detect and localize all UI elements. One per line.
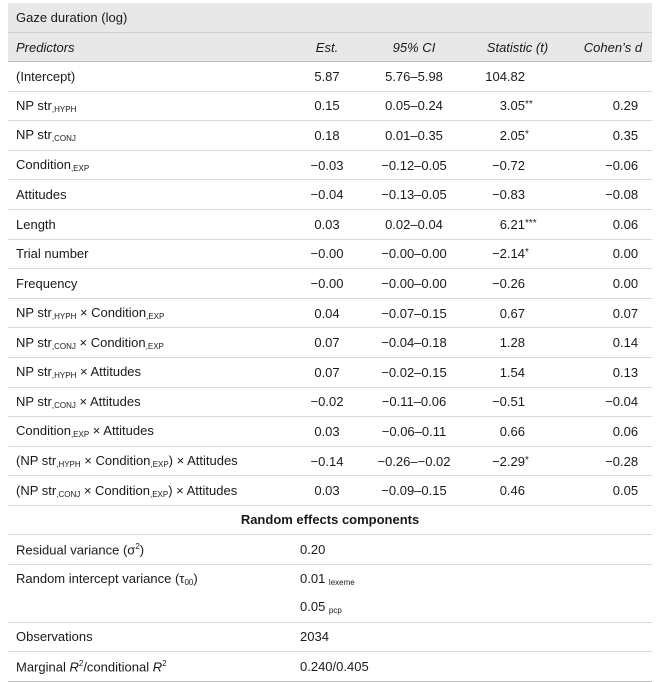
cohen-cell: 0.06 (565, 417, 652, 447)
statistic-value: 104.82 (485, 68, 525, 84)
statistic-cell (470, 476, 565, 506)
statistic-value: −2.14 (492, 246, 525, 262)
cohen-cell: 0.35 (565, 121, 652, 151)
random-effects-label: Random intercept variance $(\tau_{00})$ (16, 570, 198, 587)
predictor-cell: Attitudes (8, 180, 296, 210)
header-cohen: Cohen’s d (565, 33, 652, 62)
predictor-cell: (Intercept) (8, 62, 296, 92)
ci-cell: −0.02–0.15 (358, 357, 470, 387)
ci-cell: 0.05–0.24 (358, 91, 470, 121)
predictor-cell: (NP str$_{,HYPH}$ × Condition$_{,EXP}$) × Attitudes (8, 446, 296, 476)
statistic-cell (470, 209, 565, 239)
statistic-cell (470, 91, 565, 121)
statistic-value: −0.83 (492, 187, 525, 203)
table-title-row (8, 3, 652, 33)
header-statistic: Statistic (t) (470, 33, 565, 62)
cohen-cell (565, 62, 652, 92)
table-row (8, 387, 652, 417)
predictor-cell: Trial number (8, 239, 296, 269)
predictor-cell: NP str$_{,CONJ}$ (8, 121, 296, 151)
predictor-cell: NP str$_{,HYPH}$ × Attitudes (8, 357, 296, 387)
statistic-value: −2.29 (492, 453, 525, 469)
significance-stars: *** (525, 217, 537, 229)
cohen-cell: −0.08 (565, 180, 652, 210)
significance-stars: ** (525, 99, 533, 111)
estimate-cell: 0.04 (296, 298, 358, 328)
statistic-cell (470, 239, 565, 269)
cohen-cell: 0.06 (565, 209, 652, 239)
random-effects-row (8, 534, 652, 564)
ci-cell: −0.09–0.15 (358, 476, 470, 506)
ci-cell: −0.00–0.00 (358, 269, 470, 299)
significance-stars: * (525, 454, 529, 466)
estimate-cell: −0.04 (296, 180, 358, 210)
table-row (8, 328, 652, 358)
random-effects-row (8, 593, 652, 622)
ci-cell: 0.01–0.35 (358, 121, 470, 151)
statistic-value: 1.28 (499, 335, 525, 351)
predictor-cell: (NP str$_{,CONJ}$ × Condition$_{,EXP}$) × Attitudes (8, 476, 296, 506)
statistic-cell (470, 150, 565, 180)
estimate-cell: 0.03 (296, 209, 358, 239)
ci-cell: −0.00–0.00 (358, 239, 470, 269)
estimate-cell: 0.03 (296, 476, 358, 506)
ci-cell: −0.26–−0.02 (358, 446, 470, 476)
statistic-cell (470, 357, 565, 387)
statistic-value: 0.66 (499, 423, 525, 439)
random-effects-label: Residual variance $(\sigma^2)$ (8, 534, 296, 564)
table-row (8, 180, 652, 210)
statistic-cell (470, 328, 565, 358)
estimate-cell: −0.02 (296, 387, 358, 417)
estimate-cell: 5.87 (296, 62, 358, 92)
header-est: Est. (296, 33, 358, 62)
table-row (8, 269, 652, 299)
cohen-cell: 0.00 (565, 239, 652, 269)
table-row (8, 62, 652, 92)
predictor-cell: NP str$_{,CONJ}$ × Attitudes (8, 387, 296, 417)
random-effects-value: 2034 (296, 622, 652, 652)
statistic-value: 0.46 (499, 483, 525, 499)
random-effects-row (8, 622, 652, 652)
random-effects-value: 0.240/0.405 (296, 652, 652, 682)
estimate-cell: 0.03 (296, 417, 358, 447)
estimate-cell: 0.07 (296, 328, 358, 358)
predictor-cell: Condition$_{,EXP}$ (8, 150, 296, 180)
table-row (8, 239, 652, 269)
estimate-cell: 0.18 (296, 121, 358, 151)
cohen-cell: 0.00 (565, 269, 652, 299)
predictor-cell: NP str$_{,HYPH}$ × Condition$_{,EXP}$ (8, 298, 296, 328)
ci-cell: −0.04–0.18 (358, 328, 470, 358)
table-row (8, 91, 652, 121)
header-ci: 95% CI (358, 33, 470, 62)
significance-stars: * (525, 128, 529, 140)
regression-table (8, 3, 652, 682)
table-row (8, 476, 652, 506)
predictor-cell: Frequency (8, 269, 296, 299)
statistic-cell (470, 446, 565, 476)
random-effects-label: Observations (8, 622, 296, 652)
cohen-cell: −0.28 (565, 446, 652, 476)
ci-cell: −0.11–0.06 (358, 387, 470, 417)
cohen-cell: 0.13 (565, 357, 652, 387)
statistic-value: 0.67 (499, 305, 525, 321)
statistic-value: −0.26 (492, 275, 525, 291)
random-effects-heading: Random effects components (8, 505, 652, 534)
table-row (8, 150, 652, 180)
estimate-cell: 0.07 (296, 357, 358, 387)
random-effects-row (8, 564, 652, 593)
statistic-cell (470, 121, 565, 151)
statistic-value: 3.05 (499, 98, 525, 114)
cohen-cell: 0.29 (565, 91, 652, 121)
ci-cell: −0.06–0.11 (358, 417, 470, 447)
cohen-cell: 0.14 (565, 328, 652, 358)
random-effects-label (8, 593, 296, 622)
table-row (8, 298, 652, 328)
header-predictors: Predictors (8, 33, 296, 62)
statistic-value: 1.54 (499, 364, 525, 380)
predictor-cell: NP str$_{,HYPH}$ (8, 91, 296, 121)
random-effects-heading-row (8, 505, 652, 534)
estimate-cell: −0.00 (296, 239, 358, 269)
predictor-cell: Length (8, 209, 296, 239)
header-row (8, 33, 652, 62)
random-effects-value: 0.20 (296, 534, 652, 564)
statistic-cell (470, 298, 565, 328)
table-title: Gaze duration (log) (8, 3, 652, 33)
table-row (8, 209, 652, 239)
statistic-cell (470, 269, 565, 299)
statistic-cell (470, 417, 565, 447)
table-row (8, 357, 652, 387)
table-row (8, 446, 652, 476)
estimate-cell: −0.03 (296, 150, 358, 180)
statistic-value: 6.21 (499, 216, 525, 232)
statistic-cell (470, 62, 565, 92)
predictor-cell: NP str$_{,CONJ}$ × Condition$_{,EXP}$ (8, 328, 296, 358)
random-effects-label: Marginal $R^2$/conditional $R^2$ (8, 652, 296, 682)
statistic-cell (470, 180, 565, 210)
random-effects-value: 0.05 $_{pcp}$ (296, 593, 652, 622)
random-effects-value: 0.01 $_{lexeme}$ (300, 570, 355, 587)
results-table (8, 3, 652, 682)
significance-stars: * (525, 247, 529, 259)
statistic-cell (470, 387, 565, 417)
statistic-value: −0.72 (492, 157, 525, 173)
ci-cell: −0.13–0.05 (358, 180, 470, 210)
ci-cell: −0.07–0.15 (358, 298, 470, 328)
table-row (8, 121, 652, 151)
ci-cell: 0.02–0.04 (358, 209, 470, 239)
estimate-cell: −0.14 (296, 446, 358, 476)
statistic-value: 2.05 (499, 127, 525, 143)
table-row (8, 417, 652, 447)
statistic-value: −0.51 (492, 394, 525, 410)
ci-cell: −0.12–0.05 (358, 150, 470, 180)
cohen-cell: −0.04 (565, 387, 652, 417)
estimate-cell: −0.00 (296, 269, 358, 299)
cohen-cell: 0.05 (565, 476, 652, 506)
estimate-cell: 0.15 (296, 91, 358, 121)
ci-cell: 5.76–5.98 (358, 62, 470, 92)
cohen-cell: 0.07 (565, 298, 652, 328)
predictor-cell: Condition$_{,EXP}$ × Attitudes (8, 417, 296, 447)
cohen-cell: −0.06 (565, 150, 652, 180)
